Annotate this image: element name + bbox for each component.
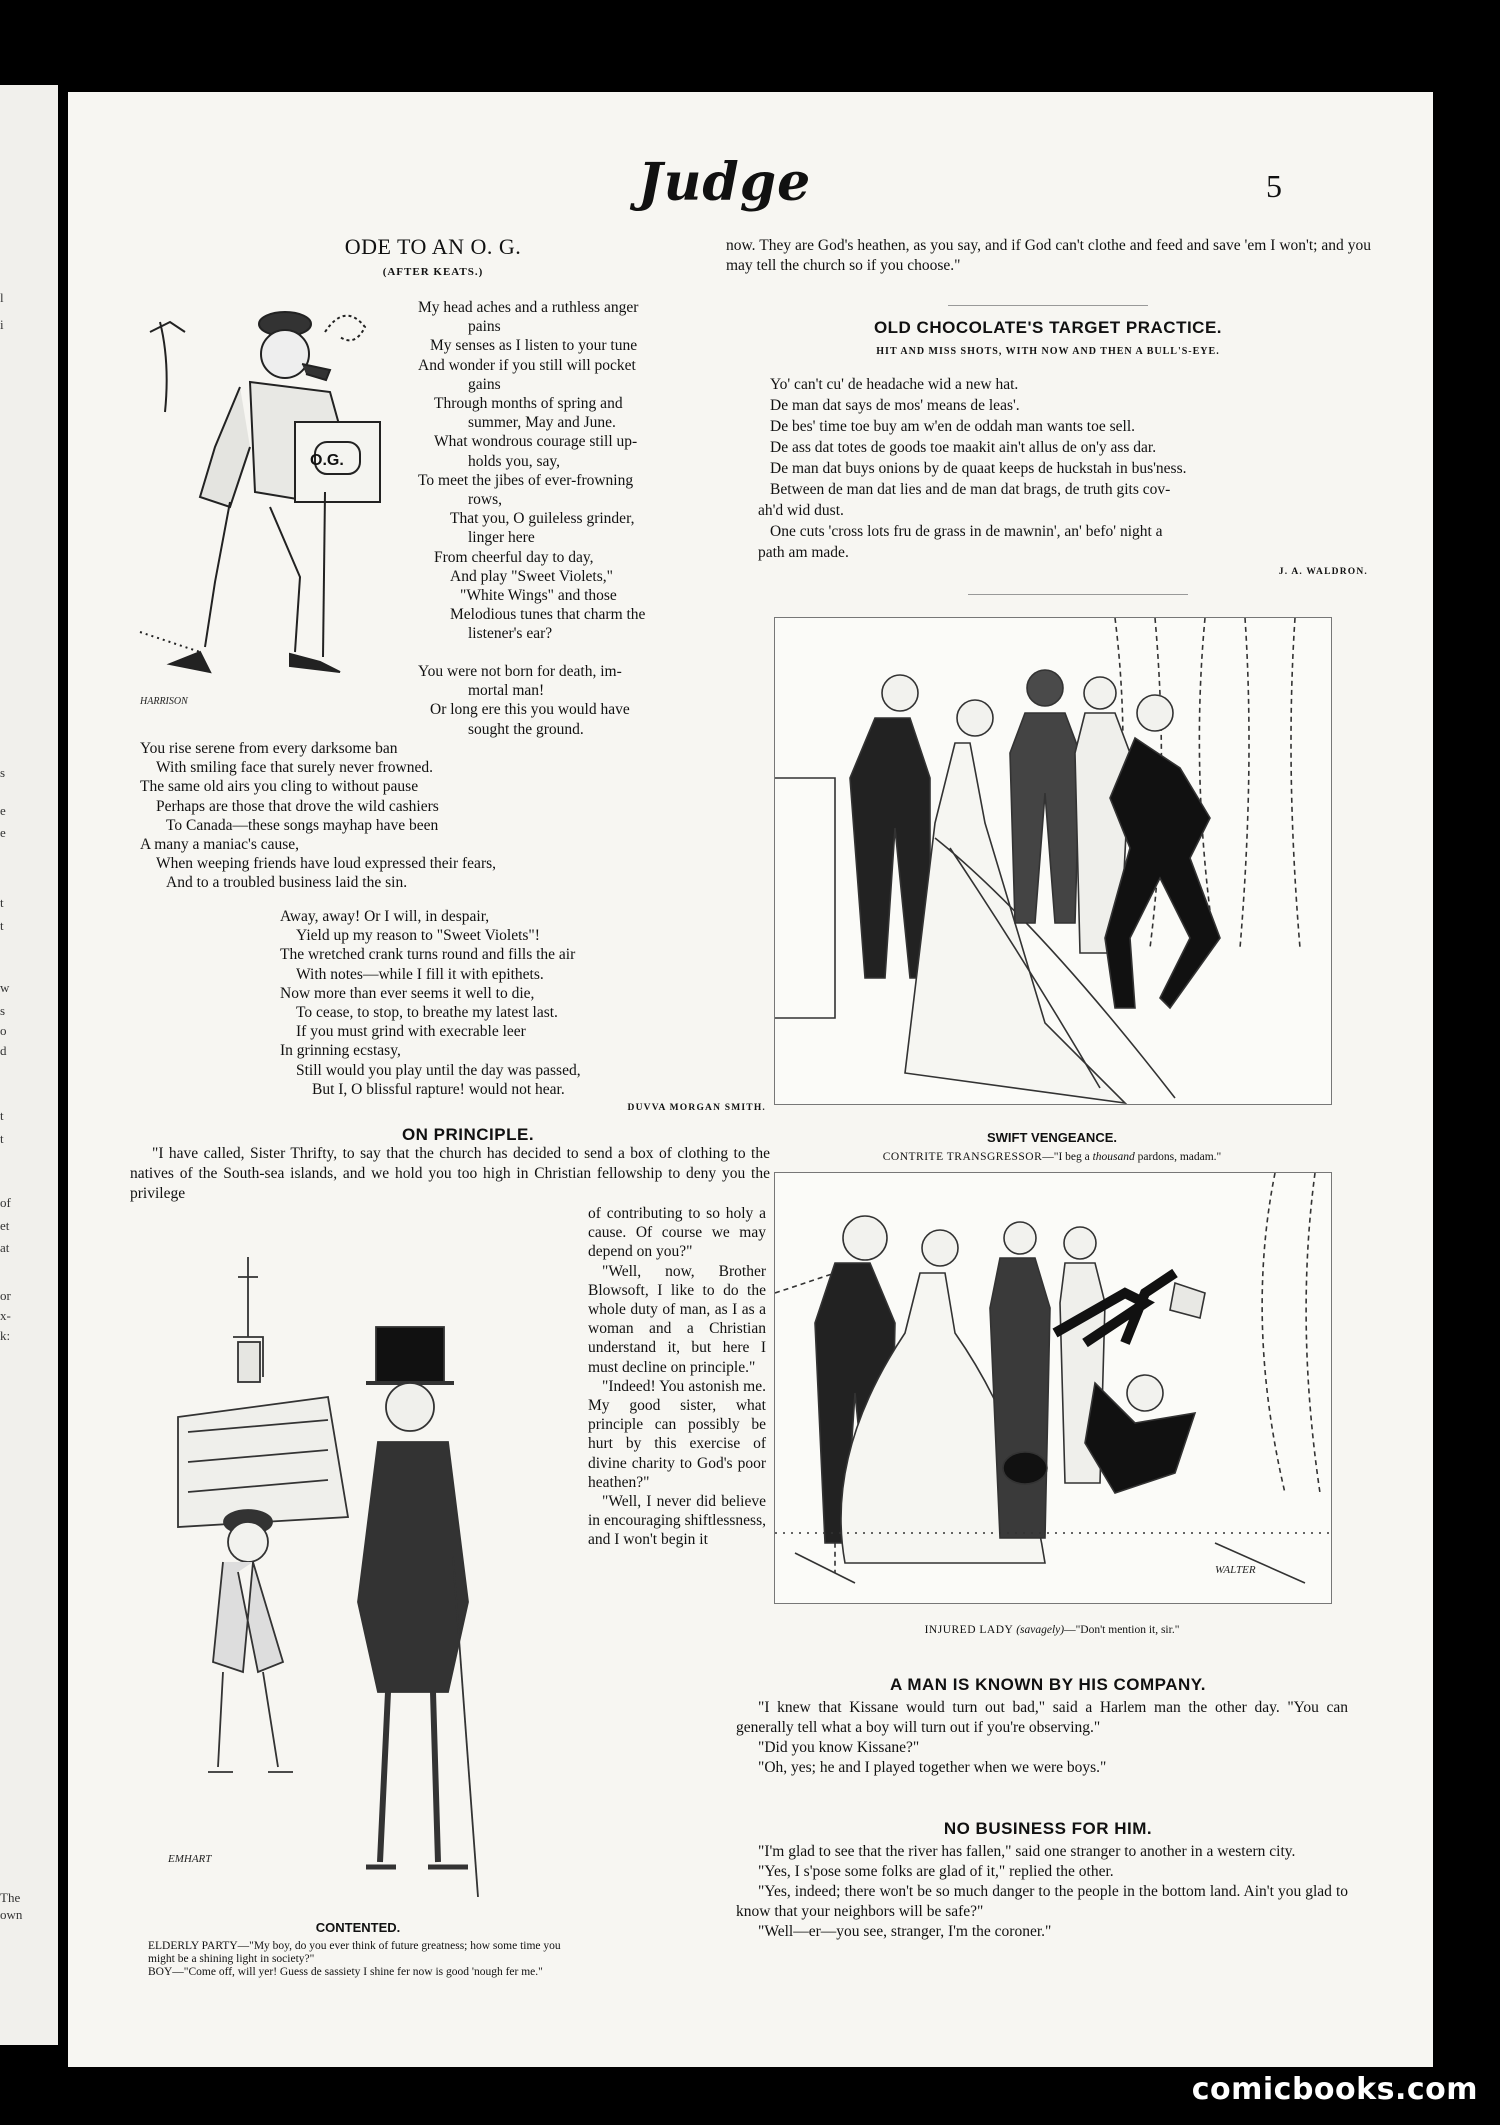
prev-page-fragment: t <box>0 895 4 910</box>
prev-page-fragment: k: <box>0 1328 11 1343</box>
paragraph: "Yes, indeed; there won't be so much danger to the people in the bottom land. Ain't you glad to know that your neighbors will be safe?" <box>736 1883 1348 1920</box>
injured-lady-illustration <box>774 1172 1332 1604</box>
caption-speaker: CONTRITE TRANSGRESSOR <box>882 1151 1043 1163</box>
injured-lady-drawing <box>775 1173 1331 1603</box>
verse-line: When weeping friends have loud expressed their fears, <box>156 855 497 873</box>
chocolate-lines <box>758 374 1378 563</box>
prev-page-fragment: l <box>0 290 4 305</box>
verse-line: With smiling face that surely never frowned. <box>156 759 433 777</box>
prev-page-fragment: The <box>0 1890 21 1905</box>
injured-lady-caption <box>774 1624 1330 1636</box>
verse-line: Away, away! Or I will, in despair, <box>280 908 490 925</box>
verse-line: To cease, to stop, to breathe my latest last. <box>296 1004 558 1022</box>
paragraph: "Well, I never did believe in encouraging shiftlessness, and I won't begin it <box>588 1493 766 1549</box>
verse-line: "White Wings" and those <box>460 587 617 605</box>
verse-line: Through months of spring and <box>434 395 623 413</box>
caption-title: SWIFT VENGEANCE. <box>986 1130 1117 1145</box>
swift-vengeance-caption <box>774 1130 1330 1163</box>
verse-line: De man dat says de mos' means de leas'. <box>770 397 1020 414</box>
verse-line: In grinning ecstasy, <box>280 1042 401 1060</box>
no-business-header <box>768 1819 1328 1839</box>
illustration-signature: WALTER <box>1215 1564 1256 1576</box>
on-principle-intro <box>130 1144 770 1204</box>
verse-line: My senses as I listen to your tune <box>430 337 638 355</box>
contented-caption <box>148 1920 568 1979</box>
ode-stanza-2a <box>418 662 778 739</box>
verse-line: And to a troubled business laid the sin. <box>166 874 408 892</box>
verse-line: And wonder if you still will pocket <box>418 356 636 374</box>
paragraph: "Well—er—you see, stranger, I'm the coroner." <box>758 1923 1052 1940</box>
magazine-page <box>68 92 1433 2067</box>
verse-line: The wretched crank turns round and fills the air <box>280 946 576 964</box>
verse-line: Perhaps are those that drove the wild cashiers <box>156 797 439 815</box>
verse-line: From cheerful day to day, <box>434 548 594 566</box>
paragraph: of contributing to so holy a cause. Of course we may depend on you?" <box>588 1205 766 1261</box>
company-title: A MAN IS KNOWN BY HIS COMPANY. <box>890 1675 1206 1694</box>
caption-emphasis: thousand <box>1092 1151 1135 1163</box>
verse-line: sought the ground. <box>468 720 584 738</box>
company-body <box>736 1698 1348 1778</box>
prev-page-fragment: of <box>0 1195 11 1210</box>
paragraph: "Oh, yes; he and I played together when we were boys." <box>758 1759 1107 1776</box>
prev-page-fragment: w <box>0 980 10 995</box>
masthead-logo: Judge <box>638 152 812 213</box>
page-number: 5 <box>1266 168 1282 204</box>
prev-page-fragment: o <box>0 1023 7 1038</box>
prev-page-fragment: et <box>0 1218 10 1233</box>
on-principle-title: ON PRINCIPLE. <box>401 1125 535 1144</box>
site-watermark: comicbooks.com <box>1191 2072 1478 2107</box>
no-business-title: NO BUSINESS FOR HIM. <box>943 1819 1153 1838</box>
caption-speaker: INJURED LADY <box>924 1624 1014 1636</box>
chocolate-header <box>768 318 1328 357</box>
verse-line: listener's ear? <box>468 625 553 643</box>
verse-line: You were not born for death, im- <box>418 663 622 680</box>
verse-line: De ass dat totes de goods toe maakit ain't allus de on'y ass dar. <box>770 439 1157 456</box>
prev-page-fragment: d <box>0 1043 7 1058</box>
verse-line: Between de man dat lies and de man dat brags, de truth gits cov- <box>770 481 1171 498</box>
verse-line: With notes—while I fill it with epithets. <box>296 965 544 983</box>
chocolate-byline: J. A. WALDRON. <box>1278 567 1368 577</box>
verse-line: And play "Sweet Violets," <box>450 567 613 585</box>
chocolate-subtitle: HIT AND MISS SHOTS, WITH NOW AND THEN A BULL'S-EYE. <box>876 346 1220 357</box>
ode-stanza-1 <box>418 298 778 644</box>
contented-drawing <box>138 1217 578 1897</box>
verse-line: holds you, say, <box>468 452 560 470</box>
prev-page-fragment: or <box>0 1288 11 1303</box>
prev-page-fragment: at <box>0 1240 10 1255</box>
caption-line: ELDERLY PARTY—"My boy, do you ever think of future greatness; how some time you might be a shining light in society?" <box>148 1940 561 1965</box>
verse-line: My head aches and a ruthless anger <box>418 299 639 316</box>
verse-line: Still would you play until the day was passed, <box>296 1061 581 1079</box>
prev-page-fragment: s <box>0 1003 6 1018</box>
verse-line: The same old airs you cling to without pause <box>140 778 419 796</box>
illustration-signature: EMHART <box>168 1853 212 1865</box>
ode-byline: DUVVA MORGAN SMITH. <box>627 1103 766 1113</box>
caption-quote-start: —"I beg a <box>1042 1151 1093 1163</box>
prev-page-fragment: i <box>0 317 4 332</box>
verse-line: De man dat buys onions by de quaat keeps de huckstah in bus'ness. <box>770 460 1187 477</box>
prev-page-fragment: s <box>0 765 6 780</box>
prev-page-fragment: t <box>0 918 4 933</box>
prev-page-fragment: own <box>0 1907 23 1922</box>
verse-line: Melodious tunes that charm the <box>450 606 646 624</box>
prev-page-fragment: x- <box>0 1308 11 1323</box>
on-principle-column <box>588 1204 766 1550</box>
verse-line: You rise serene from every darksome ban <box>140 740 398 757</box>
swift-vengeance-drawing <box>775 618 1331 1104</box>
paragraph: "I have called, Sister Thrifty, to say that the church has decided to send a box of clothing to the natives of the South-sea islands, and we hold you too high in Christian fellowship to deny you the privilege <box>130 1145 770 1202</box>
verse-line: summer, May and June. <box>468 414 616 432</box>
paragraph: "Indeed! You astonish me. My good sister, what principle can possibly be hurt by this exercise of divine charity to God's poor heathen?" <box>588 1377 766 1491</box>
caption-title: CONTENTED. <box>315 1920 401 1935</box>
swift-vengeance-illustration <box>774 617 1332 1105</box>
verse-line: If you must grind with execrable leer <box>296 1023 526 1041</box>
verse-line: pains <box>468 318 501 336</box>
paragraph: "Yes, I s'pose some folks are glad of it," replied the other. <box>758 1863 1114 1880</box>
verse-line: gains <box>468 375 501 393</box>
illustration-signature: HARRISON <box>140 696 188 707</box>
ode-stanza-2b <box>140 739 700 893</box>
organ-grinder-drawing <box>120 292 450 712</box>
caption-line <box>774 1151 1330 1163</box>
ode-stanza-3 <box>280 907 750 1099</box>
verse-line: A many a maniac's cause, <box>140 836 300 854</box>
divider <box>968 594 1188 595</box>
verse-line: linger here <box>468 529 535 547</box>
verse-line: ah'd wid dust. <box>758 502 844 519</box>
no-business-body <box>736 1842 1348 1942</box>
prev-page-fragment: t <box>0 1131 4 1146</box>
paragraph: "Did you know Kissane?" <box>758 1739 920 1756</box>
verse-line: That you, O guileless grinder, <box>450 510 635 528</box>
verse-line: Yo' can't cu' de headache wid a new hat. <box>770 376 1019 393</box>
ode-header <box>218 234 648 278</box>
verse-line: rows, <box>468 491 503 509</box>
paragraph: "Well, now, Brother Blowsoft, I like to do the whole duty of man, as I as a woman and a Christian understand it, but here I must decline on principle." <box>588 1262 766 1376</box>
contented-illustration <box>138 1217 578 1897</box>
paragraph: now. They are God's heathen, as you say, and if God can't clothe and feed and save 'em I won't; and you may tell the church so if you choose." <box>726 237 1371 274</box>
caption-quote-end: pardons, madam." <box>1134 1151 1222 1163</box>
chocolate-title: OLD CHOCOLATE'S TARGET PRACTICE. <box>873 318 1223 337</box>
verse-line: Now more than ever seems it well to die, <box>280 984 535 1002</box>
verse-line: But I, O blissful rapture! would not hear. <box>312 1080 565 1098</box>
verse-line: mortal man! <box>468 682 545 700</box>
divider <box>948 305 1148 306</box>
prev-page-fragment: e <box>0 825 6 840</box>
verse-line: path am made. <box>758 544 849 561</box>
caption-quote: —"Don't mention it, sir." <box>1064 1624 1180 1636</box>
prev-page-fragment: e <box>0 803 6 818</box>
verse-line: To meet the jibes of ever-frowning <box>418 471 634 489</box>
caption-manner: (savagely) <box>1016 1624 1065 1636</box>
company-header <box>768 1675 1328 1695</box>
caption-line: BOY—"Come off, will yer! Guess de sassiety I shine fer now is good 'nough fer me." <box>148 1966 543 1978</box>
verse-line: Yield up my reason to "Sweet Violets"! <box>296 927 540 945</box>
paragraph: "I'm glad to see that the river has fallen," said one stranger to another in a western city. <box>758 1843 1296 1860</box>
verse-line: Or long ere this you would have <box>430 701 630 719</box>
verse-line: What wondrous courage still up- <box>434 433 638 451</box>
prev-page-fragment: t <box>0 1108 4 1123</box>
verse-line: To Canada—these songs mayhap have been <box>166 816 439 834</box>
organ-grinder-illustration <box>120 292 450 712</box>
verse-line: De bes' time toe buy am w'en de oddah man wants toe sell. <box>770 418 1136 435</box>
on-principle-header <box>318 1125 618 1145</box>
on-principle-continued <box>726 236 1371 276</box>
organ-label: O.G. <box>310 452 344 469</box>
paragraph: "I knew that Kissane would turn out bad," said a Harlem man the other day. "You can generally tell what a boy will turn out if you're observing." <box>736 1699 1348 1736</box>
verse-line: One cuts 'cross lots fru de grass in de mawnin', an' befo' night a <box>770 523 1163 540</box>
ode-title: ODE TO AN O. G. <box>344 234 522 259</box>
previous-page-edge <box>0 85 58 2045</box>
ode-subtitle: (AFTER KEATS.) <box>382 266 484 278</box>
